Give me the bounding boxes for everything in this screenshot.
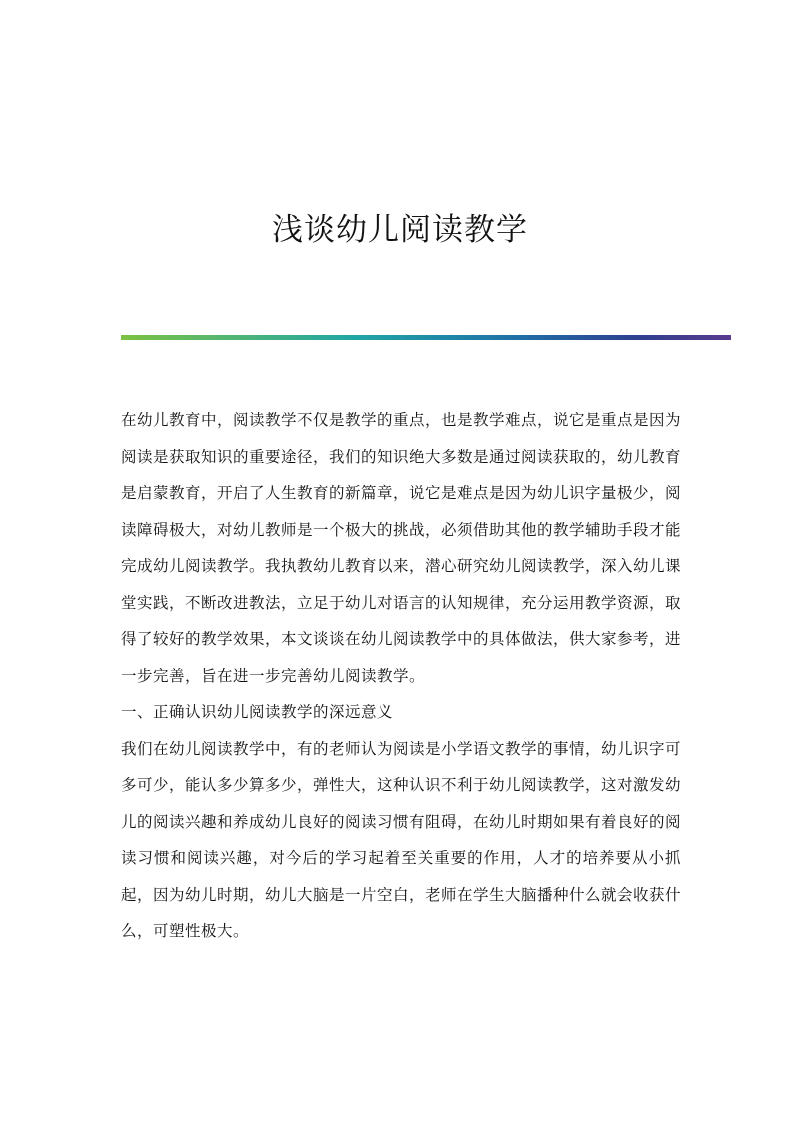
- document-body: [121, 402, 681, 950]
- section-paragraph: 我们在幼儿阅读教学中，有的老师认为阅读是小学语文教学的事情，幼儿识字可多可少，能认多少算多少，弹性大，这种认识不利于幼儿阅读教学，这对激发幼儿的阅读兴趣和养成幼儿良好的阅读习惯有阻碍，在幼儿时期如果有着良好的阅读习惯和阅读兴趣，对今后的学习起着至关重要的作用，人才的培养要从小抓起，因为幼儿时期，幼儿大脑是一片空白，老师在学生大脑播种什么就会收获什么，可塑性极大。: [121, 739, 682, 940]
- document-title: 浅谈幼儿阅读教学: [272, 211, 528, 248]
- section-heading: 一、正确认识幼儿阅读教学的深远意义: [121, 703, 394, 721]
- intro-paragraph: 在幼儿教育中，阅读教学不仅是教学的重点，也是教学难点，说它是重点是因为阅读是获取知识的重要途径，我们的知识绝大多数是通过阅读获取的，幼儿教育是启蒙教育，开启了人生教育的新篇章，说它是难点是因为幼儿识字量极少，阅读障碍极大，对幼儿教师是一个极大的挑战，必须借助其他的教学辅助手段才能完成幼儿阅读教学。我执教幼儿教育以来，潜心研究幼儿阅读教学，深入幼儿课堂实践，不断改进教法，立足于幼儿对语言的认知规律，充分运用教学资源，取得了较好的教学效果，本文谈谈在幼儿阅读教学中的具体做法，供大家参考，进一步完善，旨在进一步完善幼儿阅读教学。: [121, 411, 682, 685]
- title-divider: [121, 335, 731, 340]
